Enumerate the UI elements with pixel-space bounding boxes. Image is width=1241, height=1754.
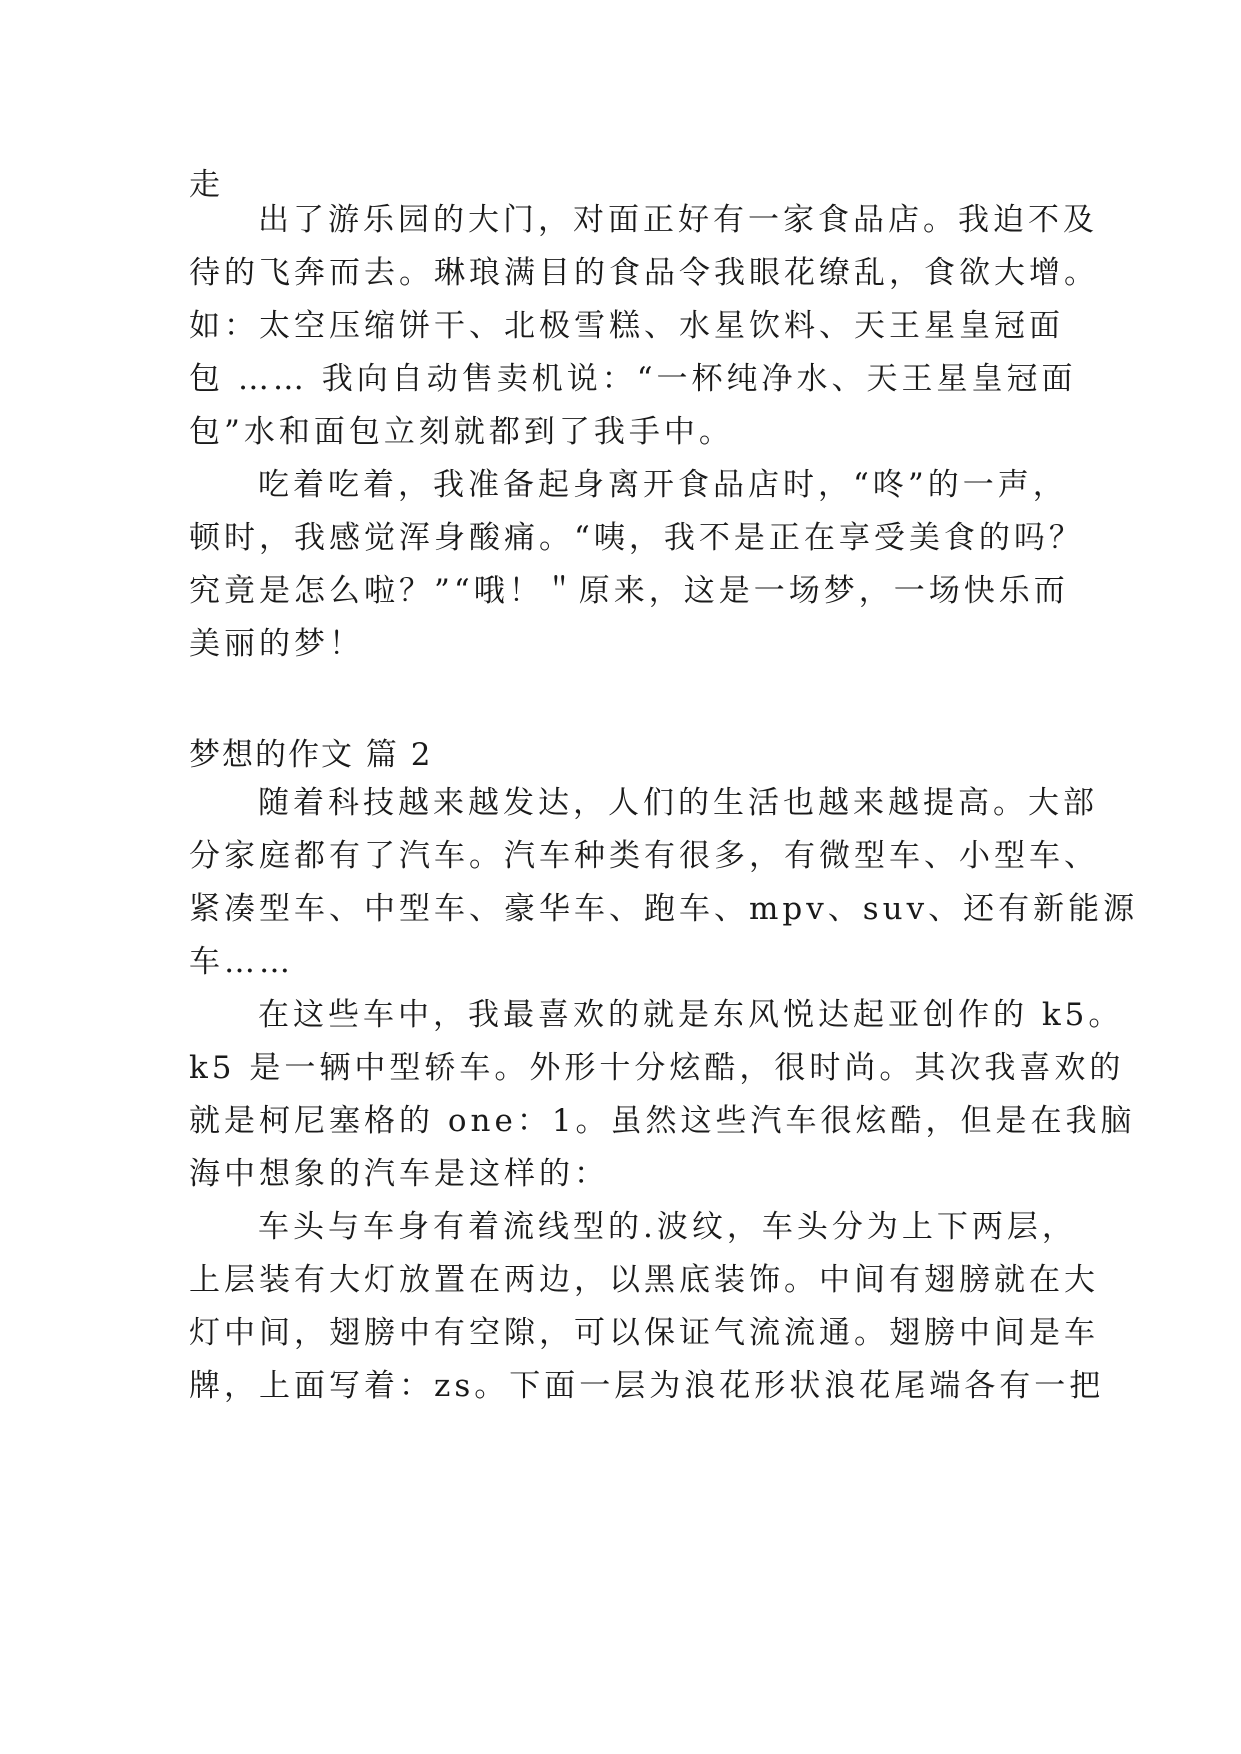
paragraph-first-line: 车头与车身有着流线型的.波纹，车头分为上下两层， — [258, 1209, 1077, 1245]
paragraph-first-line: 吃着吃着，我准备起身离开食品店时，“咚”的一声， — [258, 467, 1068, 503]
paragraph-first-line: 随着科技越来越发达，人们的生活也越来越提高。大部 — [258, 785, 1098, 821]
text-line: 上层装有大灯放置在两边，以黑底装饰。中间有翅膀就在大 — [189, 1262, 1099, 1298]
text-line: 车…… — [189, 944, 294, 980]
text-line: 牌，上面写着：zs。下面一层为浪花形状浪花尾端各有一把 — [189, 1368, 1105, 1404]
text-line: 紧凑型车、中型车、豪华车、跑车、mpv、suv、还有新能源 — [189, 891, 1139, 927]
text-line: 美丽的梦！ — [189, 626, 364, 662]
text-line: 海中想象的汽车是这样的： — [189, 1156, 609, 1192]
paragraph-first-line: 出了游乐园的大门，对面正好有一家食品店。我迫不及 — [258, 202, 1098, 238]
text-line: k5 是一辆中型轿车。外形十分炫酷，很时尚。其次我喜欢的 — [189, 1050, 1125, 1086]
text-line: 包 …… 我向自动售卖机说：“一杯纯净水、天王星皇冠面 — [189, 361, 1077, 397]
section-heading: 梦想的作文 篇 2 — [189, 737, 433, 773]
text-line: 包”水和面包立刻就都到了我手中。 — [189, 414, 734, 450]
text-line: 究竟是怎么啦？”“哦！＂原来，这是一场梦，一场快乐而 — [189, 573, 1069, 609]
text-line: 待的飞奔而去。琳琅满目的食品令我眼花缭乱，食欲大增。 — [189, 255, 1099, 291]
text-line: 顿时，我感觉浑身酸痛。“咦，我不是正在享受美食的吗？ — [189, 520, 1084, 556]
text-line: 走 — [189, 167, 224, 203]
text-line: 分家庭都有了汽车。汽车种类有很多，有微型车、小型车、 — [189, 838, 1099, 874]
text-line: 就是柯尼塞格的 one：1。虽然这些汽车很炫酷，但是在我脑 — [189, 1103, 1136, 1139]
text-line: 如：太空压缩饼干、北极雪糕、水星饮料、天王星皇冠面 — [189, 308, 1064, 344]
text-line: 灯中间，翅膀中有空隙，可以保证气流流通。翅膀中间是车 — [189, 1315, 1099, 1351]
paragraph-first-line: 在这些车中，我最喜欢的就是东风悦达起亚创作的 k5。 — [258, 997, 1124, 1033]
